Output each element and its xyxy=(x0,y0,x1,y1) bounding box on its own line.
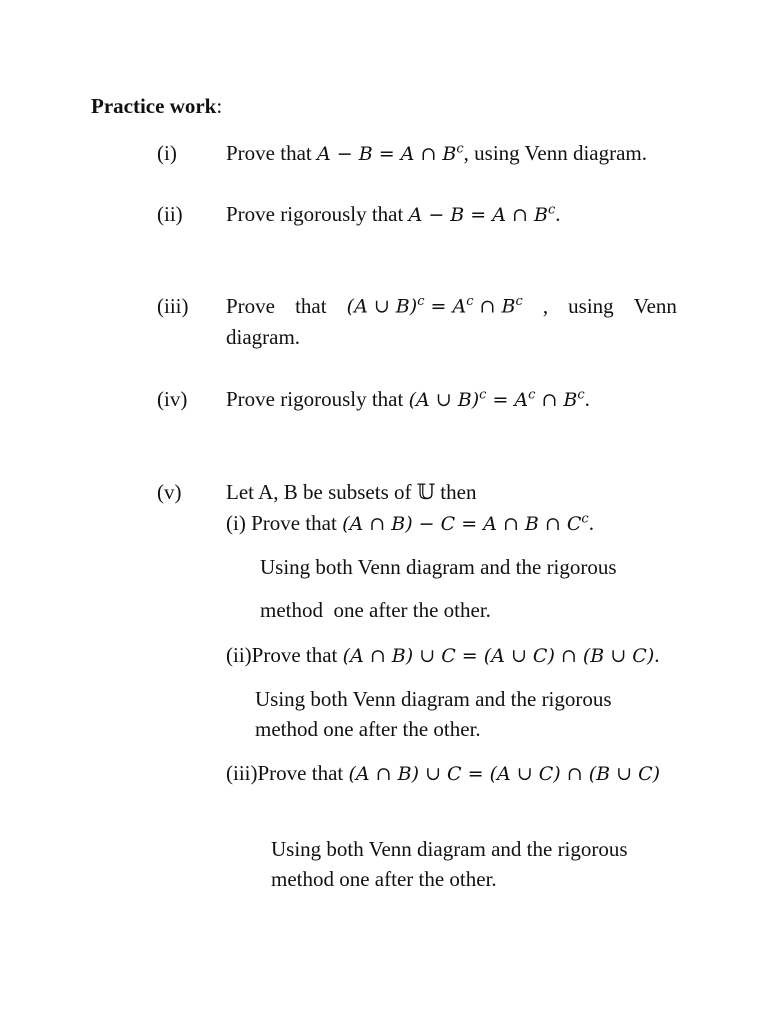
item-prefix: Prove that xyxy=(226,141,312,165)
item-number: (iii) xyxy=(157,294,189,318)
sub-item-note: Using both Venn diagram and the rigorous xyxy=(255,687,612,711)
heading-colon: : xyxy=(216,94,223,118)
item-text-line2: diagram. xyxy=(226,325,301,349)
math-formula: (A ∪ $B)^c = A^c$ ∩ $B^c$ xyxy=(408,387,585,411)
sub-item-suffix: . xyxy=(654,643,660,667)
sub-item-note: Using both Venn diagram and the rigorous xyxy=(260,555,617,579)
item-suffix: . xyxy=(555,202,561,226)
math-formula: A − B = A ∩ $B^c$ xyxy=(408,202,556,226)
word: using xyxy=(568,294,614,318)
sub-item-text xyxy=(226,643,659,668)
word: that xyxy=(295,294,327,318)
item-intro: Let A, B be subsets of 𝕌 then xyxy=(226,480,477,504)
math-formula: (A ∩ B) ∪ C = (A ∪ C) ∩ (B ∪ C) xyxy=(342,645,655,667)
item-prefix: Prove rigorously that xyxy=(226,387,404,411)
sub-item-note: Using both Venn diagram and the rigorous xyxy=(271,837,628,861)
sub-item-label: (iii)Prove that xyxy=(226,761,344,785)
sub-item-label: (i) Prove that xyxy=(226,511,337,535)
item-number: (v) xyxy=(157,480,182,504)
word: , xyxy=(542,294,549,318)
item-text xyxy=(226,202,561,227)
item-number: (i) xyxy=(157,141,177,165)
sub-item-text xyxy=(226,761,660,786)
word: Prove xyxy=(226,294,275,318)
math-formula: (A ∩ B) ∪ C = (A ∪ C) ∩ (B ∪ C) xyxy=(348,763,661,785)
item-text-justified xyxy=(226,294,677,319)
math-formula: (A ∩ B) − C = A ∩ B ∩ $C^c$ xyxy=(342,511,589,535)
sub-item-note: method one after the other. xyxy=(271,867,497,891)
sub-item-suffix: . xyxy=(588,511,594,535)
math-formula: (A ∪ $B)^c = A^c$ ∩ $B^c$ xyxy=(346,294,523,318)
item-suffix: . xyxy=(584,387,590,411)
item-text xyxy=(226,387,590,412)
page-heading xyxy=(91,94,222,119)
sub-item-text xyxy=(226,511,594,536)
math-formula: A − B = A ∩ $B^c$ xyxy=(316,141,464,165)
item-number: (iv) xyxy=(157,387,188,411)
sub-item-note: method one after the other. xyxy=(255,717,481,741)
word: Venn xyxy=(633,294,677,318)
item-suffix: , using Venn diagram. xyxy=(463,141,648,165)
item-prefix: Prove rigorously that xyxy=(226,202,404,226)
heading-bold: Practice work xyxy=(91,94,217,118)
item-text xyxy=(226,141,647,166)
item-number: (ii) xyxy=(157,202,183,226)
sub-item-label: (ii)Prove that xyxy=(226,643,338,667)
sub-item-note: method one after the other. xyxy=(260,598,491,622)
